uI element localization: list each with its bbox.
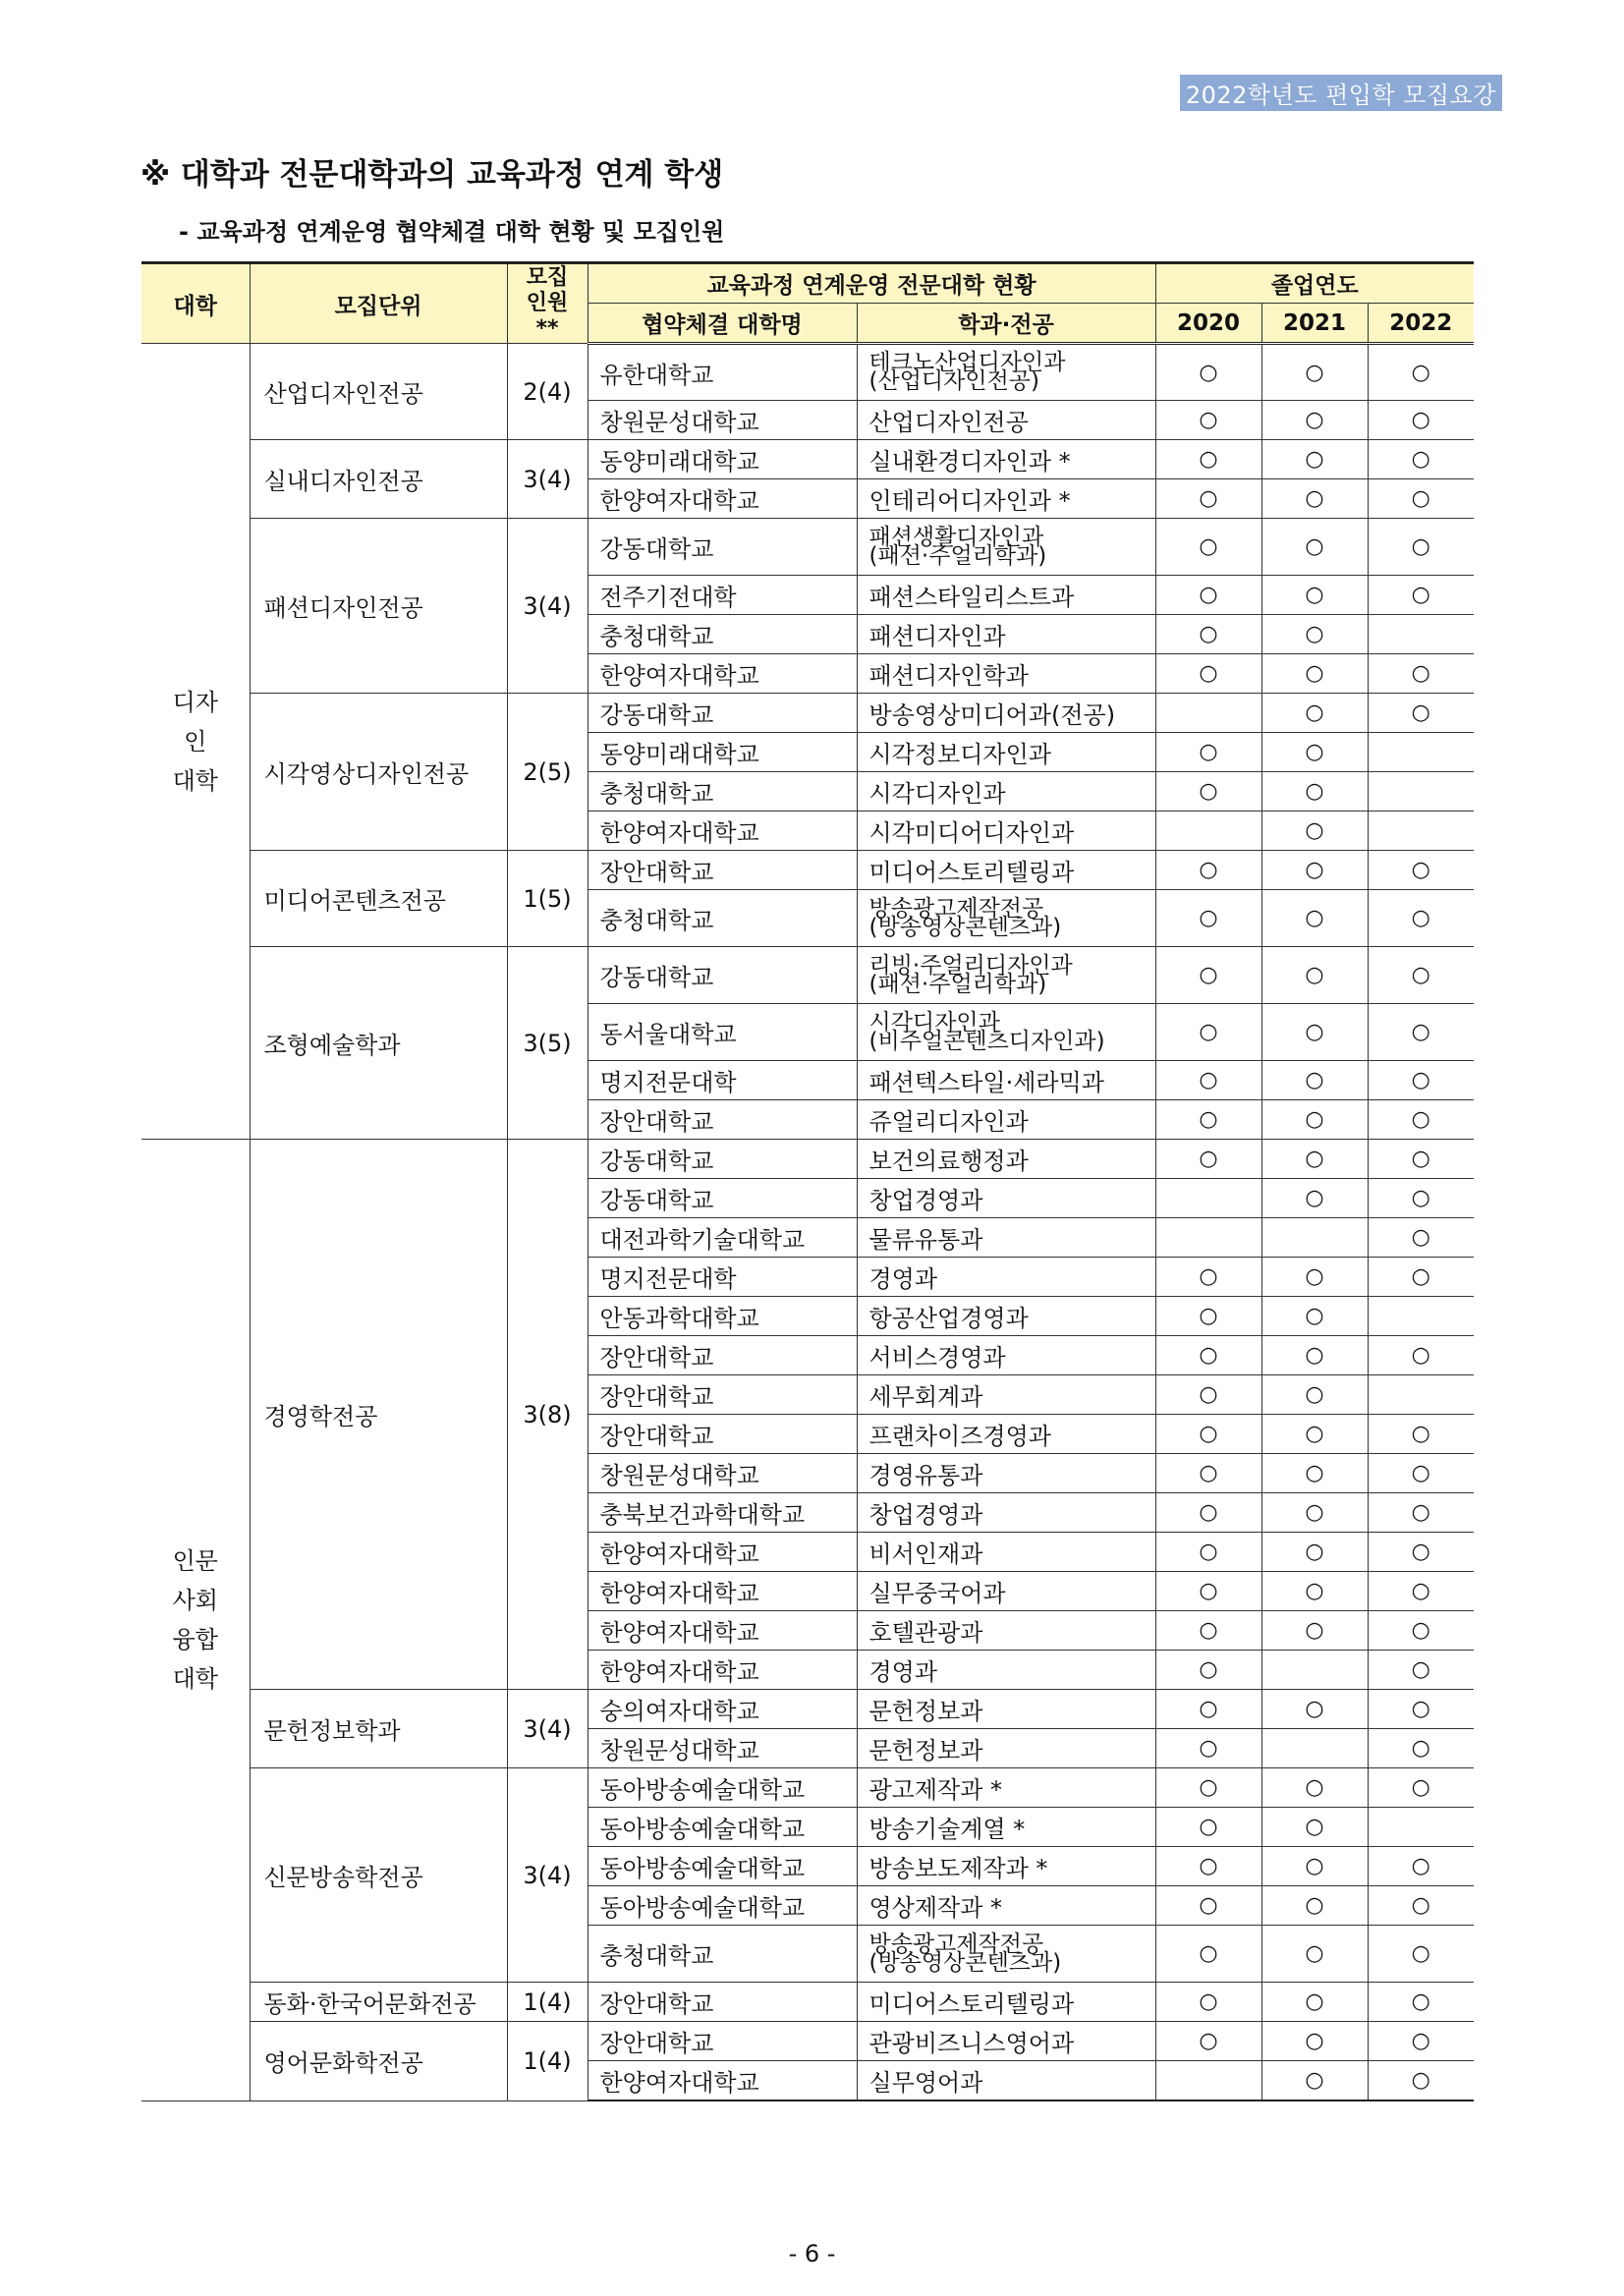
graduation-year-mark: ○	[1155, 947, 1261, 1004]
graduation-year-mark: ○	[1261, 2061, 1368, 2101]
graduation-year-mark	[1261, 1218, 1368, 1258]
graduation-year-mark: ○	[1368, 694, 1474, 733]
graduation-year-mark	[1155, 694, 1261, 733]
department-cell: 문헌정보과	[857, 1690, 1155, 1729]
graduation-year-mark: ○	[1261, 851, 1368, 890]
department-cell: 방송광고제작전공 (방송영상콘텐츠과)	[857, 890, 1155, 947]
graduation-year-mark: ○	[1261, 1768, 1368, 1808]
graduation-year-mark: ○	[1261, 947, 1368, 1004]
quota-cell: 3(5)	[507, 947, 588, 1140]
partner-university-cell: 한양여자대학교	[588, 2061, 857, 2101]
graduation-year-mark: ○	[1155, 1454, 1261, 1493]
department-cell: 시각정보디자인과	[857, 733, 1155, 772]
partner-university-cell: 장안대학교	[588, 1415, 857, 1454]
department-cell: 창업경영과	[857, 1179, 1155, 1218]
partner-university-cell: 안동과학대학교	[588, 1297, 857, 1336]
table-row	[141, 1768, 1474, 1808]
graduation-year-mark: ○	[1261, 440, 1368, 479]
graduation-year-mark: ○	[1261, 576, 1368, 615]
header-quota: 모집 인원 **	[507, 263, 588, 344]
graduation-year-mark	[1155, 1179, 1261, 1218]
graduation-year-mark: ○	[1368, 890, 1474, 947]
partner-university-cell: 충청대학교	[588, 890, 857, 947]
college-cell: 인문 사회 융합 대학	[141, 1140, 250, 2101]
graduation-year-mark	[1368, 1297, 1474, 1336]
graduation-year-mark: ○	[1368, 1533, 1474, 1572]
graduation-year-mark: ○	[1155, 1808, 1261, 1847]
department-cell: 패션텍스타일·세라믹과	[857, 1061, 1155, 1100]
graduation-year-mark: ○	[1155, 1847, 1261, 1886]
graduation-year-mark	[1368, 615, 1474, 654]
graduation-year-mark: ○	[1155, 1004, 1261, 1061]
department-cell: 테크노산업디자인과 (산업디자인전공)	[857, 344, 1155, 401]
graduation-year-mark: ○	[1368, 1572, 1474, 1611]
graduation-year-mark: ○	[1261, 890, 1368, 947]
graduation-year-mark: ○	[1155, 1572, 1261, 1611]
table-row	[141, 344, 1474, 401]
header-unit: 모집단위	[250, 263, 507, 344]
partner-university-cell: 창원문성대학교	[588, 401, 857, 440]
graduation-year-mark: ○	[1155, 2022, 1261, 2061]
graduation-year-mark: ○	[1155, 440, 1261, 479]
partner-university-cell: 충청대학교	[588, 1926, 857, 1983]
partner-university-cell: 한양여자대학교	[588, 1651, 857, 1690]
graduation-year-mark: ○	[1261, 2022, 1368, 2061]
department-cell: 실무중국어과	[857, 1572, 1155, 1611]
partner-university-cell: 동아방송예술대학교	[588, 1847, 857, 1886]
quota-cell: 3(4)	[507, 519, 588, 694]
graduation-year-mark	[1261, 1729, 1368, 1768]
graduation-year-mark: ○	[1155, 1100, 1261, 1140]
graduation-year-mark: ○	[1261, 615, 1368, 654]
graduation-year-mark: ○	[1261, 1336, 1368, 1375]
header-univ: 협약체결 대학명	[588, 304, 857, 344]
graduation-year-mark: ○	[1155, 1926, 1261, 1983]
graduation-year-mark: ○	[1261, 1179, 1368, 1218]
graduation-year-mark: ○	[1368, 1415, 1474, 1454]
partner-university-cell: 동아방송예술대학교	[588, 1886, 857, 1926]
graduation-year-mark: ○	[1155, 1690, 1261, 1729]
graduation-year-mark: ○	[1261, 1808, 1368, 1847]
graduation-year-mark: ○	[1155, 1258, 1261, 1297]
header-grad-group: 졸업연도	[1155, 263, 1474, 304]
partner-university-cell: 장안대학교	[588, 1336, 857, 1375]
graduation-year-mark: ○	[1155, 1336, 1261, 1375]
department-cell: 서비스경영과	[857, 1336, 1155, 1375]
graduation-year-mark: ○	[1261, 1690, 1368, 1729]
department-cell: 패션스타일리스트과	[857, 576, 1155, 615]
graduation-year-mark	[1368, 1375, 1474, 1415]
table-row	[141, 947, 1474, 1004]
quota-cell: 3(4)	[507, 440, 588, 519]
graduation-year-mark: ○	[1368, 2061, 1474, 2101]
header-college: 대학	[141, 263, 250, 344]
quota-cell: 1(4)	[507, 1983, 588, 2022]
graduation-year-mark: ○	[1261, 733, 1368, 772]
graduation-year-mark: ○	[1368, 1454, 1474, 1493]
graduation-year-mark: ○	[1155, 733, 1261, 772]
graduation-year-mark: ○	[1261, 1140, 1368, 1179]
partner-university-cell: 유한대학교	[588, 344, 857, 401]
table-row	[141, 1690, 1474, 1729]
partner-university-cell: 동양미래대학교	[588, 440, 857, 479]
graduation-year-mark: ○	[1368, 1004, 1474, 1061]
quota-cell: 3(8)	[507, 1140, 588, 1690]
unit-name-cell: 시각영상디자인전공	[250, 694, 507, 851]
department-cell: 경영유통과	[857, 1454, 1155, 1493]
graduation-year-mark: ○	[1368, 1729, 1474, 1768]
graduation-year-mark	[1155, 812, 1261, 851]
graduation-year-mark: ○	[1261, 654, 1368, 694]
header-partner-group: 교육과정 연계운영 전문대학 현황	[588, 263, 1155, 304]
graduation-year-mark: ○	[1261, 1061, 1368, 1100]
partner-university-cell: 한양여자대학교	[588, 812, 857, 851]
partner-university-cell: 명지전문대학	[588, 1258, 857, 1297]
graduation-year-mark: ○	[1368, 1886, 1474, 1926]
department-cell: 패션디자인학과	[857, 654, 1155, 694]
document-header-tag: 2022학년도 편입학 모집요강	[1180, 75, 1502, 111]
department-cell: 창업경영과	[857, 1493, 1155, 1533]
page-number: - 6 -	[788, 2240, 836, 2268]
graduation-year-mark: ○	[1261, 1886, 1368, 1926]
graduation-year-mark: ○	[1368, 1983, 1474, 2022]
graduation-year-mark: ○	[1261, 1983, 1368, 2022]
department-cell: 방송기술계열 *	[857, 1808, 1155, 1847]
graduation-year-mark: ○	[1261, 1533, 1368, 1572]
quota-cell: 1(5)	[507, 851, 588, 947]
partner-university-cell: 충북보건과학대학교	[588, 1493, 857, 1533]
partner-university-cell: 강동대학교	[588, 519, 857, 576]
graduation-year-mark: ○	[1155, 1611, 1261, 1651]
department-cell: 방송보도제작과 *	[857, 1847, 1155, 1886]
graduation-year-mark: ○	[1261, 772, 1368, 812]
graduation-year-mark: ○	[1368, 1768, 1474, 1808]
graduation-year-mark: ○	[1261, 694, 1368, 733]
partner-university-cell: 창원문성대학교	[588, 1454, 857, 1493]
department-cell: 인테리어디자인과 *	[857, 479, 1155, 519]
graduation-year-mark: ○	[1155, 519, 1261, 576]
graduation-year-mark: ○	[1261, 344, 1368, 401]
quota-cell: 3(4)	[507, 1690, 588, 1768]
department-cell: 문헌정보과	[857, 1729, 1155, 1768]
graduation-year-mark: ○	[1261, 812, 1368, 851]
graduation-year-mark: ○	[1368, 851, 1474, 890]
department-cell: 쥬얼리디자인과	[857, 1100, 1155, 1140]
partner-college-table	[141, 261, 1474, 2101]
partner-university-cell: 충청대학교	[588, 772, 857, 812]
graduation-year-mark: ○	[1155, 851, 1261, 890]
graduation-year-mark: ○	[1368, 1336, 1474, 1375]
graduation-year-mark: ○	[1155, 1375, 1261, 1415]
unit-name-cell: 실내디자인전공	[250, 440, 507, 519]
graduation-year-mark: ○	[1261, 1926, 1368, 1983]
graduation-year-mark: ○	[1368, 1061, 1474, 1100]
graduation-year-mark	[1368, 733, 1474, 772]
table-row	[141, 2022, 1474, 2061]
partner-university-cell: 강동대학교	[588, 1179, 857, 1218]
department-cell: 시각디자인과 (비주얼콘텐츠디자인과)	[857, 1004, 1155, 1061]
graduation-year-mark: ○	[1368, 1140, 1474, 1179]
graduation-year-mark: ○	[1368, 519, 1474, 576]
graduation-year-mark: ○	[1368, 1690, 1474, 1729]
department-cell: 패션디자인과	[857, 615, 1155, 654]
department-cell: 경영과	[857, 1651, 1155, 1690]
partner-university-cell: 충청대학교	[588, 615, 857, 654]
graduation-year-mark: ○	[1368, 401, 1474, 440]
graduation-year-mark: ○	[1261, 1493, 1368, 1533]
department-cell: 관광비즈니스영어과	[857, 2022, 1155, 2061]
graduation-year-mark: ○	[1261, 1375, 1368, 1415]
department-cell: 패션생활디자인과 (패션·주얼리학과)	[857, 519, 1155, 576]
graduation-year-mark	[1368, 1808, 1474, 1847]
graduation-year-mark: ○	[1155, 479, 1261, 519]
graduation-year-mark: ○	[1368, 344, 1474, 401]
department-cell: 세무회계과	[857, 1375, 1155, 1415]
header-year-2020: 2020	[1155, 304, 1261, 344]
department-cell: 미디어스토리텔링과	[857, 1983, 1155, 2022]
graduation-year-mark: ○	[1155, 1061, 1261, 1100]
graduation-year-mark: ○	[1368, 576, 1474, 615]
page-subtitle: - 교육과정 연계운영 협약체결 대학 현황 및 모집인원	[179, 218, 725, 246]
graduation-year-mark: ○	[1261, 1847, 1368, 1886]
department-cell: 영상제작과 *	[857, 1886, 1155, 1926]
partner-university-cell: 강동대학교	[588, 694, 857, 733]
graduation-year-mark	[1368, 812, 1474, 851]
partner-university-cell: 한양여자대학교	[588, 479, 857, 519]
graduation-year-mark: ○	[1155, 890, 1261, 947]
graduation-year-mark: ○	[1261, 1004, 1368, 1061]
department-cell: 물류유통과	[857, 1218, 1155, 1258]
graduation-year-mark	[1155, 2061, 1261, 2101]
graduation-year-mark: ○	[1261, 519, 1368, 576]
graduation-year-mark: ○	[1155, 1768, 1261, 1808]
graduation-year-mark: ○	[1155, 344, 1261, 401]
partner-university-cell: 장안대학교	[588, 1983, 857, 2022]
graduation-year-mark: ○	[1155, 1983, 1261, 2022]
quota-cell: 1(4)	[507, 2022, 588, 2101]
department-cell: 산업디자인전공	[857, 401, 1155, 440]
graduation-year-mark: ○	[1368, 947, 1474, 1004]
graduation-year-mark: ○	[1261, 479, 1368, 519]
table-row	[141, 1983, 1474, 2022]
partner-university-cell: 대전과학기술대학교	[588, 1218, 857, 1258]
unit-name-cell: 미디어콘텐츠전공	[250, 851, 507, 947]
graduation-year-mark: ○	[1261, 1297, 1368, 1336]
college-cell: 디자 인 대학	[141, 344, 250, 1140]
quota-cell: 3(4)	[507, 1768, 588, 1983]
department-cell: 항공산업경영과	[857, 1297, 1155, 1336]
department-cell: 광고제작과 *	[857, 1768, 1155, 1808]
partner-university-cell: 장안대학교	[588, 851, 857, 890]
partner-university-cell: 동아방송예술대학교	[588, 1808, 857, 1847]
graduation-year-mark: ○	[1155, 1729, 1261, 1768]
graduation-year-mark: ○	[1155, 772, 1261, 812]
graduation-year-mark: ○	[1155, 1651, 1261, 1690]
table-row	[141, 440, 1474, 479]
header-dept: 학과·전공	[857, 304, 1155, 344]
partner-university-cell: 한양여자대학교	[588, 654, 857, 694]
partner-university-cell: 한양여자대학교	[588, 1572, 857, 1611]
graduation-year-mark: ○	[1368, 1651, 1474, 1690]
graduation-year-mark: ○	[1368, 1258, 1474, 1297]
graduation-year-mark: ○	[1368, 1847, 1474, 1886]
partner-university-cell: 한양여자대학교	[588, 1611, 857, 1651]
partner-university-cell: 장안대학교	[588, 1100, 857, 1140]
partner-university-cell: 전주기전대학	[588, 576, 857, 615]
partner-university-cell: 동양미래대학교	[588, 733, 857, 772]
graduation-year-mark: ○	[1261, 1572, 1368, 1611]
graduation-year-mark: ○	[1155, 1533, 1261, 1572]
partner-university-cell: 장안대학교	[588, 2022, 857, 2061]
department-cell: 리빙·주얼리디자인과 (패션·주얼리학과)	[857, 947, 1155, 1004]
graduation-year-mark: ○	[1368, 1179, 1474, 1218]
graduation-year-mark: ○	[1155, 1886, 1261, 1926]
partner-university-cell: 장안대학교	[588, 1375, 857, 1415]
partner-university-cell: 창원문성대학교	[588, 1729, 857, 1768]
graduation-year-mark: ○	[1261, 401, 1368, 440]
department-cell: 미디어스토리텔링과	[857, 851, 1155, 890]
graduation-year-mark: ○	[1368, 1100, 1474, 1140]
department-cell: 방송영상미디어과(전공)	[857, 694, 1155, 733]
graduation-year-mark: ○	[1261, 1415, 1368, 1454]
graduation-year-mark: ○	[1368, 479, 1474, 519]
graduation-year-mark: ○	[1155, 1415, 1261, 1454]
partner-university-cell: 강동대학교	[588, 947, 857, 1004]
partner-university-cell: 동서울대학교	[588, 1004, 857, 1061]
graduation-year-mark: ○	[1368, 2022, 1474, 2061]
unit-name-cell: 경영학전공	[250, 1140, 507, 1690]
unit-name-cell: 조형예술학과	[250, 947, 507, 1140]
graduation-year-mark: ○	[1261, 1258, 1368, 1297]
graduation-year-mark: ○	[1155, 1140, 1261, 1179]
graduation-year-mark	[1155, 1218, 1261, 1258]
header-year-2021: 2021	[1261, 304, 1368, 344]
table-row	[141, 519, 1474, 576]
graduation-year-mark: ○	[1261, 1454, 1368, 1493]
graduation-year-mark: ○	[1368, 1611, 1474, 1651]
graduation-year-mark: ○	[1155, 401, 1261, 440]
graduation-year-mark: ○	[1155, 576, 1261, 615]
table-row	[141, 1140, 1474, 1179]
graduation-year-mark: ○	[1368, 1218, 1474, 1258]
unit-name-cell: 신문방송학전공	[250, 1768, 507, 1983]
quota-cell: 2(4)	[507, 344, 588, 440]
graduation-year-mark: ○	[1368, 1493, 1474, 1533]
unit-name-cell: 동화·한국어문화전공	[250, 1983, 507, 2022]
partner-university-cell: 명지전문대학	[588, 1061, 857, 1100]
graduation-year-mark: ○	[1261, 1100, 1368, 1140]
department-cell: 시각디자인과	[857, 772, 1155, 812]
department-cell: 실무영어과	[857, 2061, 1155, 2101]
graduation-year-mark: ○	[1155, 1493, 1261, 1533]
graduation-year-mark: ○	[1368, 1926, 1474, 1983]
quota-cell: 2(5)	[507, 694, 588, 851]
partner-university-cell: 한양여자대학교	[588, 1533, 857, 1572]
department-cell: 방송광고제작전공 (방송영상콘텐츠과)	[857, 1926, 1155, 1983]
unit-name-cell: 문헌정보학과	[250, 1690, 507, 1768]
department-cell: 실내환경디자인과 *	[857, 440, 1155, 479]
unit-name-cell: 영어문화학전공	[250, 2022, 507, 2101]
partner-university-cell: 강동대학교	[588, 1140, 857, 1179]
graduation-year-mark: ○	[1155, 654, 1261, 694]
graduation-year-mark: ○	[1155, 1297, 1261, 1336]
page-title: ※ 대학과 전문대학과의 교육과정 연계 학생	[140, 157, 724, 193]
table-row	[141, 851, 1474, 890]
department-cell: 경영과	[857, 1258, 1155, 1297]
partner-university-cell: 숭의여자대학교	[588, 1690, 857, 1729]
graduation-year-mark	[1368, 772, 1474, 812]
department-cell: 보건의료행정과	[857, 1140, 1155, 1179]
table-row	[141, 694, 1474, 733]
department-cell: 시각미디어디자인과	[857, 812, 1155, 851]
header-year-2022: 2022	[1368, 304, 1474, 344]
unit-name-cell: 패션디자인전공	[250, 519, 507, 694]
graduation-year-mark	[1261, 1651, 1368, 1690]
graduation-year-mark: ○	[1368, 654, 1474, 694]
graduation-year-mark: ○	[1368, 440, 1474, 479]
partner-university-cell: 동아방송예술대학교	[588, 1768, 857, 1808]
department-cell: 프랜차이즈경영과	[857, 1415, 1155, 1454]
department-cell: 비서인재과	[857, 1533, 1155, 1572]
department-cell: 호텔관광과	[857, 1611, 1155, 1651]
unit-name-cell: 산업디자인전공	[250, 344, 507, 440]
graduation-year-mark: ○	[1261, 1611, 1368, 1651]
graduation-year-mark: ○	[1155, 615, 1261, 654]
